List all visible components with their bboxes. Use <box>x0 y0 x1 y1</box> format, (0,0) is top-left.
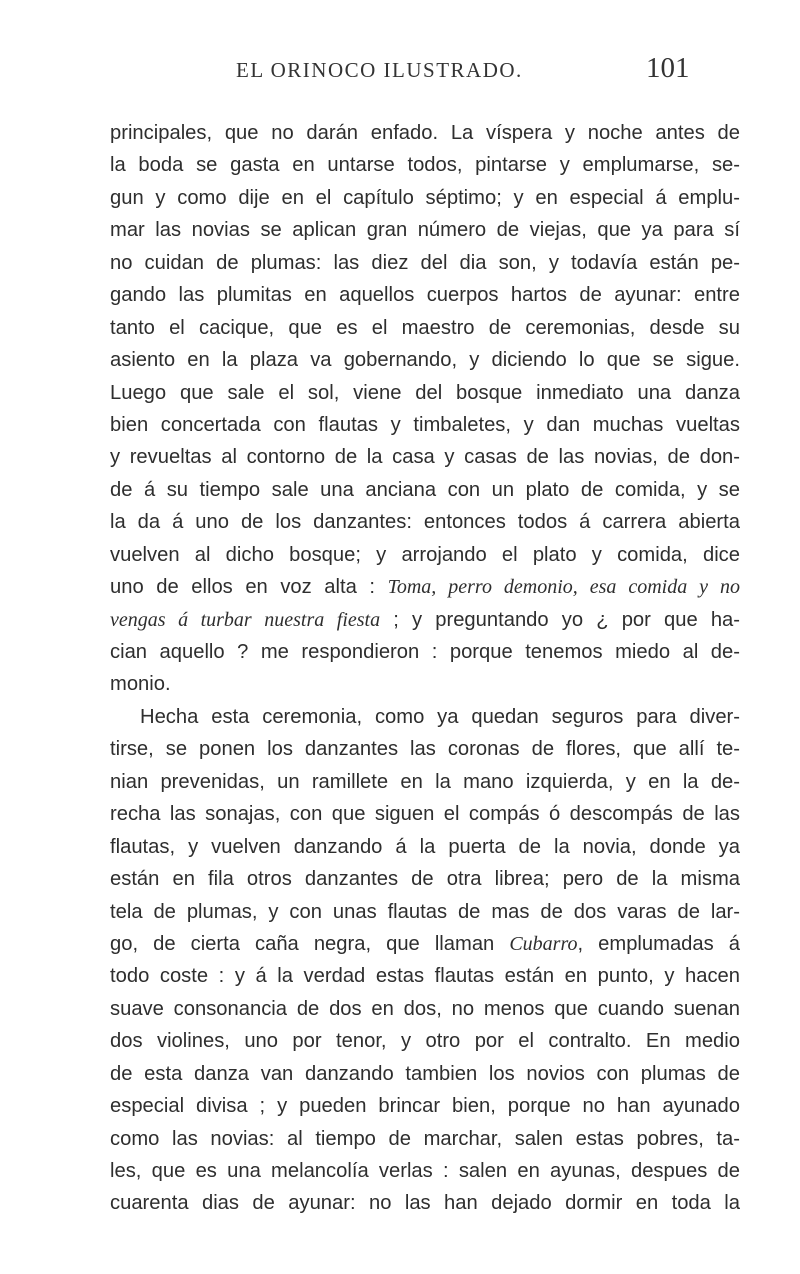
text-segment: , emplumadas á <box>577 932 740 955</box>
text-segment: no cuidan de plumas: las diez del dia son, y todavía están pe- <box>110 251 740 274</box>
text-line <box>110 312 740 344</box>
text-segment: tirse, se ponen los danzantes las coronas de flores, que allí te- <box>110 738 740 761</box>
text-line <box>110 1155 740 1187</box>
body-text <box>110 117 740 1220</box>
text-segment: monio. <box>110 673 171 696</box>
text-line <box>110 993 740 1025</box>
text-line <box>110 1187 740 1219</box>
text-line <box>110 1123 740 1155</box>
text-line <box>110 668 740 700</box>
text-line <box>110 571 740 603</box>
text-line <box>110 409 740 441</box>
text-line <box>110 1090 740 1122</box>
text-segment: de á su tiempo sale una anciana con un plato de comida, y se <box>110 478 740 501</box>
text-segment: nian prevenidas, un ramillete en la mano izquierda, y en la de- <box>110 770 740 793</box>
text-segment: cian aquello ? me respondieron : porque tenemos miedo al de- <box>110 641 740 663</box>
text-segment: mar las novias se aplican gran número de viejas, que ya para sí <box>110 219 740 242</box>
text-line <box>110 474 740 506</box>
text-line <box>110 733 740 765</box>
text-segment: gando las plumitas en aquellos cuerpos hartos de ayunar: entre <box>110 284 740 307</box>
text-line <box>110 896 740 928</box>
text-segment: están en fila otros danzantes de otra librea; pero de la misma <box>110 868 740 891</box>
text-line <box>110 831 740 863</box>
text-line <box>110 766 740 798</box>
text-segment: la da á uno de los danzantes: entonces todos á carrera abierta <box>110 511 740 534</box>
text-line <box>110 960 740 992</box>
text-line <box>110 798 740 830</box>
text-line <box>110 117 740 149</box>
text-segment: tanto el cacique, que es el maestro de ceremonias, desde su <box>110 316 740 339</box>
text-line <box>110 344 740 376</box>
text-line <box>110 1025 740 1057</box>
text-line <box>110 441 740 473</box>
text-line <box>110 149 740 181</box>
text-segment: gun y como dije en el capítulo séptimo; y en especial á emplu- <box>110 186 740 209</box>
text-segment: vuelven al dicho bosque; y arrojando el plato y comida, dice <box>110 543 740 566</box>
text-segment: todo coste : y á la verdad estas flautas están en punto, y hacen <box>110 965 740 988</box>
text-segment: suave consonancia de dos en dos, no menos que cuando suenan <box>110 997 740 1020</box>
running-title: EL ORINOCO ILUSTRADO. <box>236 58 523 82</box>
text-segment: flautas, y vuelven danzando á la puerta de la novia, donde ya <box>110 835 740 858</box>
italic-text: Cubarro <box>509 932 578 955</box>
text-segment: Hecha esta ceremonia, como ya quedan seguros para diver- <box>140 705 740 728</box>
text-line <box>110 539 740 571</box>
text-segment: uno de ellos en voz alta : <box>110 576 388 599</box>
text-segment: como las novias: al tiempo de marchar, salen estas pobres, ta- <box>110 1127 740 1150</box>
running-head <box>0 52 740 92</box>
text-segment: tela de plumas, y con unas flautas de mas de dos varas de lar- <box>110 900 740 923</box>
text-line <box>110 182 740 214</box>
page-number: 101 <box>646 52 690 84</box>
italic-text: Toma, perro demonio, esa comida y no <box>387 576 740 599</box>
text-segment: cuarenta dias de ayunar: no las han dejado dormir en toda la <box>110 1192 740 1215</box>
text-line <box>110 247 740 279</box>
text-segment: especial divisa ; y pueden brincar bien, porque no han ayunado <box>110 1095 740 1118</box>
text-segment: les, que es una melancolía verlas : salen en ayunas, despues de <box>110 1160 740 1182</box>
text-line <box>110 214 740 246</box>
text-line <box>110 1058 740 1090</box>
text-line <box>110 506 740 538</box>
text-segment: dos violines, uno por tenor, y otro por el contralto. En medio <box>110 1030 740 1053</box>
text-segment: asiento en la plaza va gobernando, y diciendo lo que se sigue. <box>110 349 740 372</box>
italic-text: vengas á turbar nuestra fiesta <box>110 608 381 631</box>
text-line <box>110 377 740 409</box>
text-line <box>110 604 740 636</box>
text-segment: principales, que no darán enfado. La víspera y noche antes de <box>110 122 740 144</box>
text-segment: de esta danza van danzando tambien los novios con plumas de <box>110 1062 740 1085</box>
text-line <box>110 636 740 668</box>
text-segment: y revueltas al contorno de la casa y casas de las novias, de don- <box>110 446 740 469</box>
text-segment: ; y preguntando yo ¿ por que ha- <box>380 608 741 631</box>
text-line <box>110 701 740 733</box>
text-line <box>110 279 740 311</box>
text-line <box>110 928 740 960</box>
text-segment: la boda se gasta en untarse todos, pintarse y emplumarse, se- <box>110 154 740 177</box>
text-segment: recha las sonajas, con que siguen el compás ó descompás de las <box>110 803 740 826</box>
text-segment: bien concertada con flautas y timbaletes, y dan muchas vueltas <box>110 413 740 436</box>
text-segment: Luego que sale el sol, viene del bosque inmediato una danza <box>110 381 740 404</box>
text-segment: go, de cierta caña negra, que llaman <box>110 932 510 955</box>
text-line <box>110 863 740 895</box>
